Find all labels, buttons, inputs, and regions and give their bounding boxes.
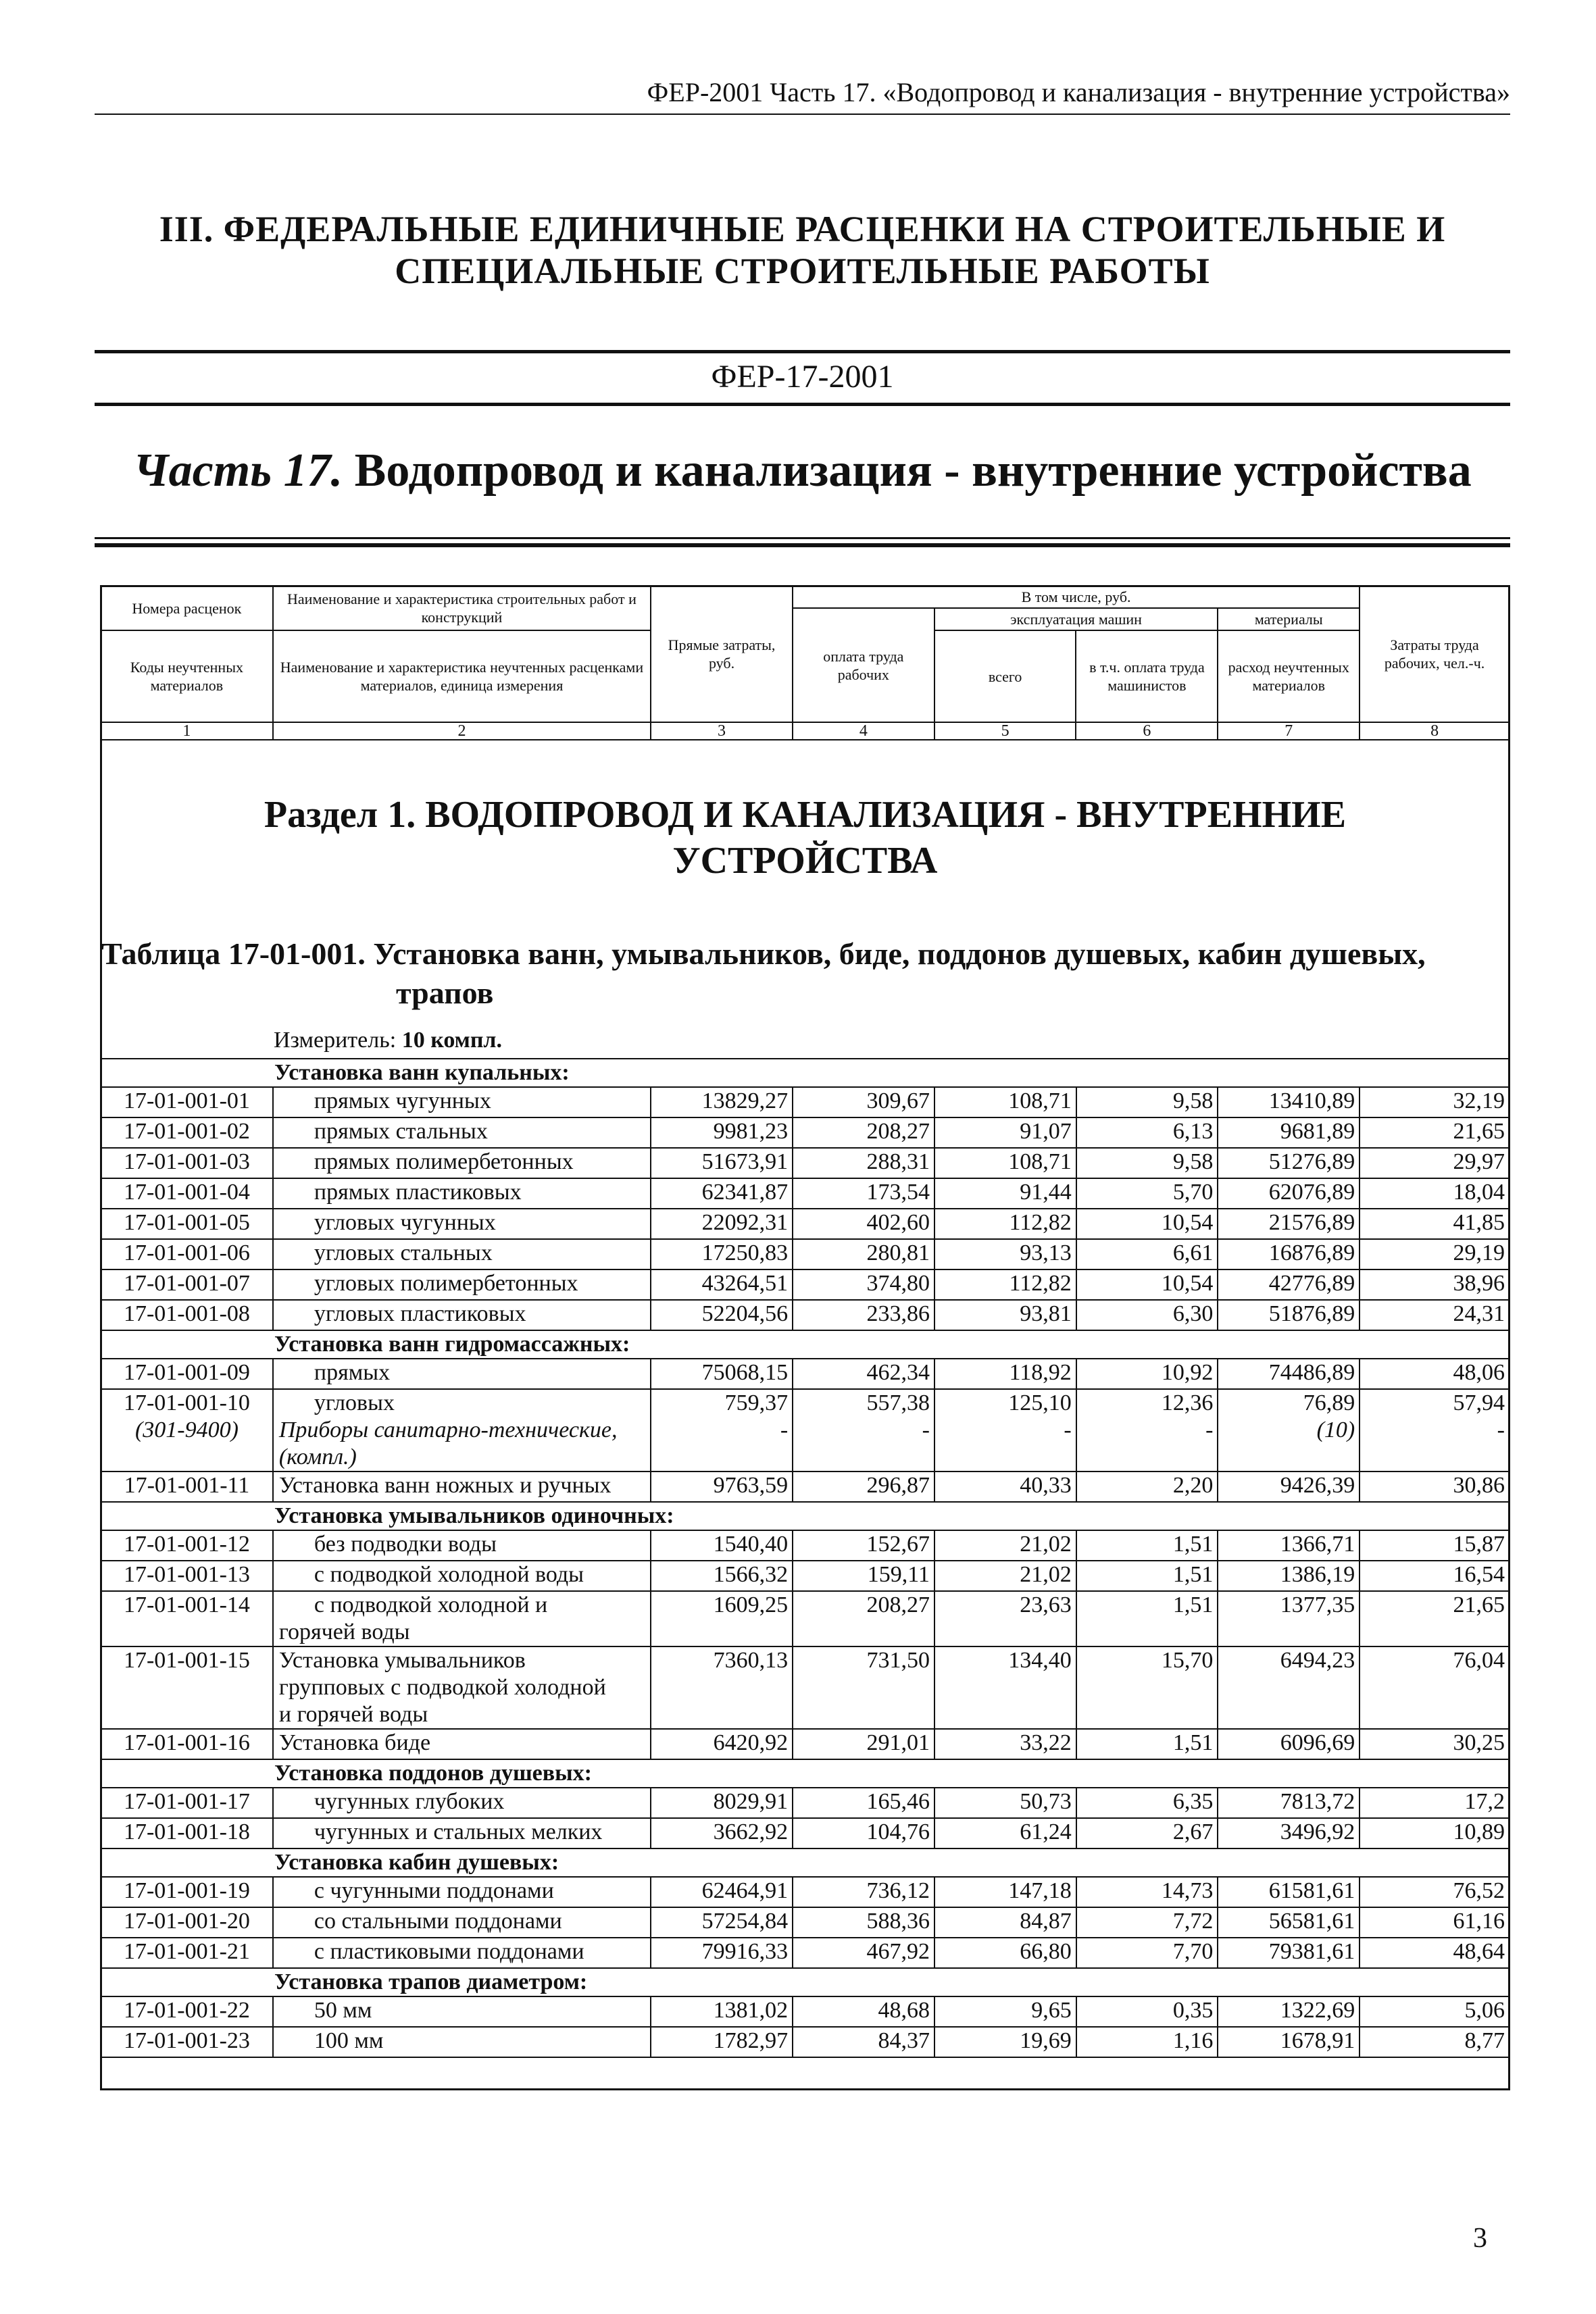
table-row (101, 1938, 1510, 1968)
machines-total: 108,71 (934, 1148, 1076, 1178)
table-row (101, 1269, 1510, 1300)
table-row (101, 2027, 1510, 2057)
machines-total: 91,07 (934, 1117, 1076, 1148)
machinists-pay: 5,70 (1076, 1178, 1218, 1209)
direct-costs: 1782,97 (651, 2027, 793, 2057)
labor-hours: 48,06 (1360, 1359, 1510, 1389)
machinists-pay: 9,58 (1076, 1087, 1218, 1117)
rate-code: 17-01-001-07 (101, 1269, 273, 1300)
rate-code: 17-01-001-15 (101, 1646, 273, 1729)
materials: 74486,89 (1218, 1359, 1360, 1389)
machines-total: 93,81 (934, 1300, 1076, 1330)
labor-pay: 165,46 (793, 1788, 934, 1818)
table-row (101, 1117, 1510, 1148)
machinists-pay: 2,67 (1076, 1818, 1218, 1848)
direct-costs: 52204,56 (651, 1300, 793, 1330)
machines-total: 134,40 (934, 1646, 1076, 1729)
materials: 1366,71 (1218, 1530, 1360, 1561)
direct-costs: 6420,92 (651, 1729, 793, 1759)
rate-code: 17-01-001-11 (101, 1472, 273, 1502)
header-unaccounted-materials: Наименование и характеристика неучтенных расценками материалов, единица измерения (273, 630, 651, 722)
labor-hours: 76,04 (1360, 1646, 1510, 1729)
fer-code: ФЕР-17-2001 (711, 359, 894, 395)
labor-pay: 152,67 (793, 1530, 934, 1561)
labor-hours: 29,97 (1360, 1148, 1510, 1178)
machinists-pay (1076, 1389, 1218, 1472)
direct-costs: 1381,02 (651, 1996, 793, 2027)
machines-total: 84,87 (934, 1907, 1076, 1938)
direct-costs: 62464,91 (651, 1877, 793, 1907)
direct-costs (651, 1389, 793, 1472)
work-name: чугунных и стальных мелких (273, 1818, 651, 1848)
labor-hours: 30,25 (1360, 1729, 1510, 1759)
value: (10) (1316, 1417, 1355, 1442)
header-direct-costs: Прямые затраты, руб. (651, 586, 793, 722)
table-row (101, 1530, 1510, 1561)
table-row (101, 1996, 1510, 2027)
labor-hours: 5,06 (1360, 1996, 1510, 2027)
work-name: с подводкой холодной воды (273, 1561, 651, 1591)
direct-costs: 9981,23 (651, 1117, 793, 1148)
unit-line (274, 1026, 502, 1055)
unit-value: 10 компл. (401, 1028, 503, 1053)
table-row (101, 1818, 1510, 1848)
labor-hours: 21,65 (1360, 1117, 1510, 1148)
table-row (101, 1877, 1510, 1907)
rates-table (100, 1058, 1510, 2058)
header-labor-hours: Затраты труда рабочих, чел.-ч. (1360, 586, 1510, 722)
rate-code: 17-01-001-04 (101, 1178, 273, 1209)
col-number: 2 (273, 722, 651, 740)
work-name-line: с подводкой холодной и (314, 1592, 548, 1617)
direct-costs: 51673,91 (651, 1148, 793, 1178)
labor-pay: 159,11 (793, 1561, 934, 1591)
machinists-pay: 10,92 (1076, 1359, 1218, 1389)
materials: 9681,89 (1218, 1117, 1360, 1148)
value: - (922, 1417, 930, 1442)
table-row (101, 1907, 1510, 1938)
rate-code (101, 1389, 273, 1472)
table-row (101, 1209, 1510, 1239)
direct-costs: 1609,25 (651, 1591, 793, 1646)
header-machinists-pay: в т.ч. оплата труда машинистов (1076, 630, 1218, 722)
work-name (273, 1591, 651, 1646)
work-name: с чугунными поддонами (273, 1877, 651, 1907)
materials: 21576,89 (1218, 1209, 1360, 1239)
group-title: Установка ванн купальных: (101, 1059, 1510, 1087)
machines-total: 91,44 (934, 1178, 1076, 1209)
header-rule (95, 114, 1510, 115)
machinists-pay: 2,20 (1076, 1472, 1218, 1502)
machines-total: 50,73 (934, 1788, 1076, 1818)
rate-code: 17-01-001-17 (101, 1788, 273, 1818)
direct-costs: 1566,32 (651, 1561, 793, 1591)
col-number: 5 (934, 722, 1076, 740)
rate-code: 17-01-001-02 (101, 1117, 273, 1148)
rate-code: 17-01-001-23 (101, 2027, 273, 2057)
rate-code: 17-01-001-19 (101, 1877, 273, 1907)
rate-code: 17-01-001-12 (101, 1530, 273, 1561)
value: - (1064, 1417, 1072, 1442)
section-heading (95, 208, 1510, 292)
machinists-pay: 6,30 (1076, 1300, 1218, 1330)
labor-pay: 736,12 (793, 1877, 934, 1907)
labor-pay: 104,76 (793, 1818, 934, 1848)
value: - (780, 1417, 789, 1442)
materials: 16876,89 (1218, 1239, 1360, 1269)
direct-costs: 1540,40 (651, 1530, 793, 1561)
labor-hours: 41,85 (1360, 1209, 1510, 1239)
table-row (101, 1239, 1510, 1269)
work-name: угловых пластиковых (273, 1300, 651, 1330)
labor-pay: 462,34 (793, 1359, 934, 1389)
labor-hours: 10,89 (1360, 1818, 1510, 1848)
rate-code: 17-01-001-01 (101, 1087, 273, 1117)
table-header (100, 585, 1510, 740)
materials: 61581,61 (1218, 1877, 1360, 1907)
machines-total: 93,13 (934, 1239, 1076, 1269)
rate-code: 17-01-001-03 (101, 1148, 273, 1178)
machinists-pay: 6,13 (1076, 1117, 1218, 1148)
work-name: 50 мм (273, 1996, 651, 2027)
materials: 13410,89 (1218, 1087, 1360, 1117)
work-name: с пластиковыми поддонами (273, 1938, 651, 1968)
rate-code: 17-01-001-05 (101, 1209, 273, 1239)
col-number: 7 (1218, 722, 1360, 740)
rate-code: 17-01-001-22 (101, 1996, 273, 2027)
materials: 1322,69 (1218, 1996, 1360, 2027)
machinists-pay: 9,58 (1076, 1148, 1218, 1178)
machinists-pay: 1,51 (1076, 1729, 1218, 1759)
work-name: Установка биде (273, 1729, 651, 1759)
direct-costs: 22092,31 (651, 1209, 793, 1239)
machinists-pay: 1,51 (1076, 1591, 1218, 1646)
machines-total: 21,02 (934, 1530, 1076, 1561)
machines-total: 40,33 (934, 1472, 1076, 1502)
machines-total: 21,02 (934, 1561, 1076, 1591)
labor-pay: 309,67 (793, 1087, 934, 1117)
header-work-name: Наименование и характеристика строительных работ и конструкций (273, 586, 651, 630)
header-machines: эксплуатация машин (934, 608, 1218, 630)
part-title-prefix: Часть 17. (133, 445, 343, 497)
labor-pay (793, 1389, 934, 1472)
machinists-pay: 10,54 (1076, 1269, 1218, 1300)
machines-total: 108,71 (934, 1087, 1076, 1117)
work-name: прямых полимербетонных (273, 1148, 651, 1178)
table-row (101, 1788, 1510, 1818)
machines-total: 19,69 (934, 2027, 1076, 2057)
labor-pay: 84,37 (793, 2027, 934, 2057)
unit-label: Измеритель: (274, 1028, 397, 1053)
col-number: 6 (1076, 722, 1218, 740)
direct-costs: 57254,84 (651, 1907, 793, 1938)
labor-pay: 208,27 (793, 1591, 934, 1646)
group-heading (101, 1059, 1510, 1087)
materials: 9426,39 (1218, 1472, 1360, 1502)
direct-costs: 13829,27 (651, 1087, 793, 1117)
labor-pay: 467,92 (793, 1938, 934, 1968)
table-row (101, 1729, 1510, 1759)
machinists-pay: 10,54 (1076, 1209, 1218, 1239)
machinists-pay: 7,72 (1076, 1907, 1218, 1938)
materials: 7813,72 (1218, 1788, 1360, 1818)
value: 125,10 (1008, 1390, 1072, 1415)
table-row (101, 1646, 1510, 1729)
work-name-main: угловых (314, 1390, 395, 1415)
work-name: 100 мм (273, 2027, 651, 2057)
labor-hours: 17,2 (1360, 1788, 1510, 1818)
labor-pay: 291,01 (793, 1729, 934, 1759)
rate-code: 17-01-001-16 (101, 1729, 273, 1759)
value: 57,94 (1453, 1390, 1505, 1415)
machines-total: 112,82 (934, 1269, 1076, 1300)
machinists-pay: 1,16 (1076, 2027, 1218, 2057)
col-number: 8 (1360, 722, 1510, 740)
machinists-pay: 6,35 (1076, 1788, 1218, 1818)
direct-costs: 17250,83 (651, 1239, 793, 1269)
header-rate-numbers: Номера расценок (101, 586, 273, 630)
labor-hours: 29,19 (1360, 1239, 1510, 1269)
machines-total (934, 1389, 1076, 1472)
section-title (100, 792, 1510, 884)
value: 12,36 (1161, 1390, 1214, 1415)
materials: 3496,92 (1218, 1818, 1360, 1848)
materials: 6494,23 (1218, 1646, 1360, 1729)
machines-total: 66,80 (934, 1938, 1076, 1968)
table-row (101, 1148, 1510, 1178)
labor-hours: 32,19 (1360, 1087, 1510, 1117)
labor-pay: 48,68 (793, 1996, 934, 2027)
value: 557,38 (866, 1390, 930, 1415)
machinists-pay: 1,51 (1076, 1561, 1218, 1591)
rate-code: 17-01-001-14 (101, 1591, 273, 1646)
header-unaccounted-codes: Коды неучтенных материалов (101, 630, 273, 722)
machinists-pay: 0,35 (1076, 1996, 1218, 2027)
value: 76,89 (1303, 1390, 1355, 1415)
direct-costs: 8029,91 (651, 1788, 793, 1818)
materials: 79381,61 (1218, 1938, 1360, 1968)
group-title: Установка ванн гидромассажных: (101, 1330, 1510, 1359)
header-including: В том числе, руб. (793, 586, 1360, 608)
materials (1218, 1389, 1360, 1472)
machines-total: 112,82 (934, 1209, 1076, 1239)
machines-total: 147,18 (934, 1877, 1076, 1907)
machines-total: 23,63 (934, 1591, 1076, 1646)
direct-costs: 9763,59 (651, 1472, 793, 1502)
labor-hours: 76,52 (1360, 1877, 1510, 1907)
value: - (1205, 1417, 1214, 1442)
labor-pay: 280,81 (793, 1239, 934, 1269)
header-materials-consumption: расход неучтенных материалов (1218, 630, 1360, 722)
table-row (101, 1561, 1510, 1591)
labor-hours: 21,65 (1360, 1591, 1510, 1646)
direct-costs: 43264,51 (651, 1269, 793, 1300)
col-number: 3 (651, 722, 793, 740)
machinists-pay: 15,70 (1076, 1646, 1218, 1729)
work-name: прямых чугунных (273, 1087, 651, 1117)
header-machines-total: всего (934, 630, 1076, 722)
machinists-pay: 6,61 (1076, 1239, 1218, 1269)
labor-pay: 296,87 (793, 1472, 934, 1502)
machines-total: 9,65 (934, 1996, 1076, 2027)
material-code: (301-9400) (134, 1417, 239, 1442)
materials: 6096,69 (1218, 1729, 1360, 1759)
fer-code-rule-top (95, 350, 1510, 353)
materials: 56581,61 (1218, 1907, 1360, 1938)
work-name: Установка ванн ножных и ручных (273, 1472, 651, 1502)
material-name: Приборы санитарно-технические, (компл.) (278, 1417, 618, 1469)
group-title: Установка трапов диаметром: (101, 1968, 1510, 1996)
labor-pay: 731,50 (793, 1646, 934, 1729)
table-row (101, 1472, 1510, 1502)
running-header: ФЕР-2001 Часть 17. «Водопровод и канализация - внутренние устройства» (647, 77, 1510, 107)
labor-hours: 61,16 (1360, 1907, 1510, 1938)
work-name-line: Установка умывальников (278, 1648, 526, 1673)
labor-hours: 18,04 (1360, 1178, 1510, 1209)
work-name: прямых пластиковых (273, 1178, 651, 1209)
labor-pay: 233,86 (793, 1300, 934, 1330)
group-title: Установка кабин душевых: (101, 1848, 1510, 1877)
work-name: прямых стальных (273, 1117, 651, 1148)
table-row (101, 1359, 1510, 1389)
machinists-pay: 14,73 (1076, 1877, 1218, 1907)
labor-pay: 173,54 (793, 1178, 934, 1209)
section-title-line-2: УСТРОЙСТВА (672, 840, 938, 882)
table-row (101, 1300, 1510, 1330)
labor-hours: 24,31 (1360, 1300, 1510, 1330)
work-name: без подводки воды (273, 1530, 651, 1561)
header-labor-pay: оплата труда рабочих (793, 608, 934, 722)
page-number: 3 (1473, 2223, 1487, 2254)
labor-hours: 8,77 (1360, 2027, 1510, 2057)
machines-total: 118,92 (934, 1359, 1076, 1389)
work-name: прямых (273, 1359, 651, 1389)
labor-hours: 15,87 (1360, 1530, 1510, 1561)
work-name: чугунных глубоких (273, 1788, 651, 1818)
direct-costs: 62341,87 (651, 1178, 793, 1209)
direct-costs: 75068,15 (651, 1359, 793, 1389)
group-heading (101, 1502, 1510, 1530)
value: - (1497, 1417, 1505, 1442)
col-number: 4 (793, 722, 934, 740)
work-name-line: групповых с подводкой холодной (278, 1675, 606, 1700)
rate-code: 17-01-001-09 (101, 1359, 273, 1389)
materials: 1377,35 (1218, 1591, 1360, 1646)
work-name: угловых стальных (273, 1239, 651, 1269)
table-row (101, 1178, 1510, 1209)
rate-code: 17-01-001-06 (101, 1239, 273, 1269)
rate-code: 17-01-001-21 (101, 1938, 273, 1968)
part-rule-2 (95, 543, 1510, 547)
direct-costs: 3662,92 (651, 1818, 793, 1848)
work-name: со стальными поддонами (273, 1907, 651, 1938)
labor-hours: 16,54 (1360, 1561, 1510, 1591)
work-name-line: и горячей воды (278, 1702, 428, 1727)
table-title: Таблица 17-01-001. Установка ванн, умывальников, биде, поддонов душевых, кабин душевых, трапов (101, 936, 1426, 1010)
materials: 42776,89 (1218, 1269, 1360, 1300)
materials: 1678,91 (1218, 2027, 1360, 2057)
labor-hours (1360, 1389, 1510, 1472)
labor-hours: 48,64 (1360, 1938, 1510, 1968)
work-name (273, 1646, 651, 1729)
materials: 51876,89 (1218, 1300, 1360, 1330)
section-title-line-1: Раздел 1. ВОДОПРОВОД И КАНАЛИЗАЦИЯ - ВНУТРЕННИЕ (264, 794, 1347, 836)
part-title-text: Водопровод и канализация - внутренние устройства (354, 445, 1472, 497)
labor-pay: 588,36 (793, 1907, 934, 1938)
work-name (273, 1389, 651, 1472)
direct-costs: 7360,13 (651, 1646, 793, 1729)
materials: 1386,19 (1218, 1561, 1360, 1591)
section-heading-line-1: III. ФЕДЕРАЛЬНЫЕ ЕДИНИЧНЫЕ РАСЦЕНКИ НА СТРОИТЕЛЬНЫЕ И (159, 209, 1446, 249)
direct-costs: 79916,33 (651, 1938, 793, 1968)
part-rule-1 (95, 537, 1510, 539)
group-heading (101, 1848, 1510, 1877)
materials: 51276,89 (1218, 1148, 1360, 1178)
work-name-line: горячей воды (278, 1619, 410, 1644)
rate-code: 17-01-001-20 (101, 1907, 273, 1938)
work-name: угловых полимербетонных (273, 1269, 651, 1300)
group-heading (101, 1968, 1510, 1996)
rate-code: 17-01-001-08 (101, 1300, 273, 1330)
rate-code-main: 17-01-001-10 (123, 1390, 250, 1415)
group-heading (101, 1330, 1510, 1359)
group-heading (101, 1759, 1510, 1788)
labor-pay: 402,60 (793, 1209, 934, 1239)
labor-pay: 374,80 (793, 1269, 934, 1300)
rate-code: 17-01-001-13 (101, 1561, 273, 1591)
materials: 62076,89 (1218, 1178, 1360, 1209)
col-number: 1 (101, 722, 273, 740)
header-materials: материалы (1218, 608, 1360, 630)
section-heading-line-2: СПЕЦИАЛЬНЫЕ СТРОИТЕЛЬНЫЕ РАБОТЫ (395, 251, 1210, 291)
machines-total: 61,24 (934, 1818, 1076, 1848)
table-row (101, 1087, 1510, 1117)
group-title: Установка поддонов душевых: (101, 1759, 1510, 1788)
rate-code: 17-01-001-18 (101, 1818, 273, 1848)
work-name: угловых чугунных (273, 1209, 651, 1239)
labor-pay: 288,31 (793, 1148, 934, 1178)
machines-total: 33,22 (934, 1729, 1076, 1759)
part-title (95, 443, 1510, 499)
labor-pay: 208,27 (793, 1117, 934, 1148)
group-title: Установка умывальников одиночных: (101, 1502, 1510, 1530)
machinists-pay: 1,51 (1076, 1530, 1218, 1561)
fer-code-rule-bottom (95, 403, 1510, 406)
machinists-pay: 7,70 (1076, 1938, 1218, 1968)
table-row (101, 1591, 1510, 1646)
value: 759,37 (724, 1390, 789, 1415)
labor-hours: 30,86 (1360, 1472, 1510, 1502)
table-row (101, 1389, 1510, 1472)
labor-hours: 38,96 (1360, 1269, 1510, 1300)
